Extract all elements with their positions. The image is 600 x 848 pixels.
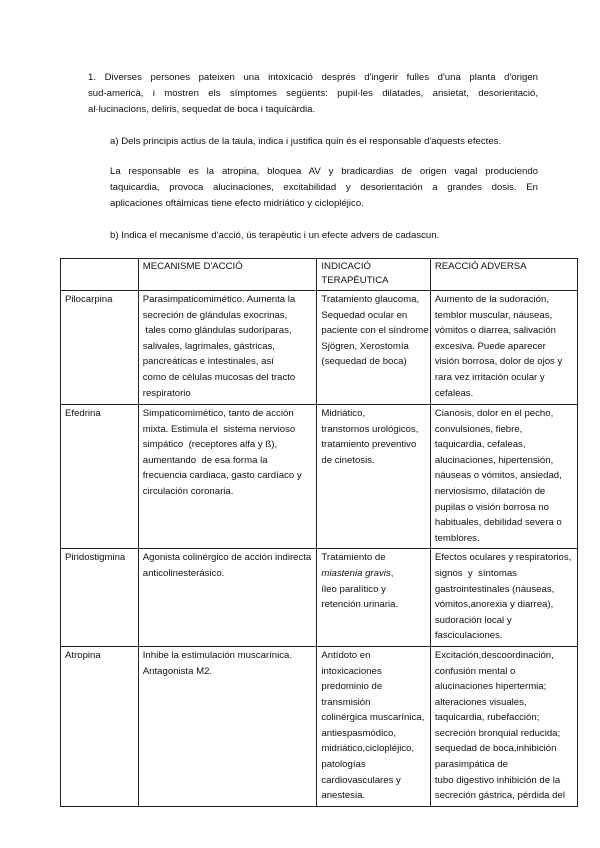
indication-cell	[317, 405, 430, 549]
mechanism-cell	[138, 291, 317, 405]
header-mechanism: MECANISME D'ACCIÓ	[138, 259, 317, 291]
italic-term: miastenia gravis	[321, 567, 391, 579]
cell-line: temblor muscular, náuseas,	[434, 309, 553, 321]
cell-line: Tratamiento de	[321, 552, 386, 564]
cell-line: nerviosismo, dilatación de	[434, 485, 546, 497]
cell-line: tratamiento preventivo	[321, 439, 417, 451]
adverse-cell	[430, 405, 577, 549]
indication-cell	[317, 291, 430, 405]
indication-cell	[317, 646, 430, 806]
cell-line: Midriático,	[321, 408, 366, 419]
cell-line: sequedad de boca,inhibición	[434, 743, 557, 755]
question-1-line-1: 1. Diverses persones pateixen una intoxicació després d'ingerir fulles d'una planta d'origen	[88, 72, 538, 83]
cell-line: vómitos,anorexia y diarrea),	[434, 599, 554, 611]
cell-line: convulsiones, fiebre,	[434, 423, 523, 435]
cell-line: anestesia.	[321, 790, 366, 802]
cell-line: alucinaciones, hipertensión,	[434, 454, 554, 466]
cell-line: de cinetosis.	[321, 454, 375, 466]
cell-line: transtornos urológicos,	[321, 423, 419, 435]
cell-line: intoxicaciones	[321, 665, 382, 677]
cell-line: patologías	[321, 759, 366, 771]
cell-line: fasciculaciones.	[434, 630, 503, 642]
answer-line-1: La responsable es la atropina, bloquea AV y bradicardias de origen vagal produciendo	[110, 166, 538, 177]
mechanism-cell	[138, 549, 317, 647]
cell-line: paciente con el síndrome	[321, 325, 429, 337]
cell-line: tubo digestivo inhibición de la	[434, 774, 561, 786]
cell-line: vómitos o diarrea, salivación	[434, 325, 556, 337]
answer-line-3: aplicaciones oftálmicas tiene efecto midriático y ciclopléjico.	[110, 198, 364, 209]
cell-line: Sjögren, Xerostomía	[321, 340, 409, 352]
cell-line: secreción bronquial reducida;	[434, 727, 561, 739]
cell-line: frecuencia cardiaca, gasto cardíaco y	[142, 470, 302, 482]
cell-line: Sequedad ocular en	[321, 309, 408, 321]
cell-line: colinérgica muscarínica,	[321, 712, 425, 724]
cell-line: habituales, debilidad severa o	[434, 517, 562, 529]
cell-line: Inhibe la estimulación muscarínica.	[142, 649, 293, 661]
cell-line: alteraciones visuales,	[434, 696, 527, 708]
cell-line: secreción de glándulas exocrinas,	[142, 309, 288, 321]
drug-table	[60, 258, 578, 807]
cell-line: alucinaciones hipertermia;	[434, 681, 547, 693]
cell-line: íleo paralítico y	[321, 583, 386, 595]
cell-line: signos y síntomas	[434, 567, 517, 579]
cell-line: antiespasmódico,	[321, 727, 397, 739]
cell-line: mixta. Estimula el sistema nervioso	[142, 423, 296, 435]
table-header-row	[61, 259, 578, 291]
cell-line: Cianosis, dolor en el pecho,	[434, 408, 554, 419]
adverse-cell	[430, 291, 577, 405]
cell-line: tales como glándulas sudoríparas,	[142, 325, 292, 337]
table-row	[61, 291, 578, 405]
cell-line: pancreáticas e intestinales, así	[142, 356, 274, 368]
cell-line: náuseas o vómitos, ansiedad,	[434, 470, 562, 482]
cell-line: Excitación,descoordinación,	[434, 649, 554, 661]
cell-line: gastrointestinales (náuseas,	[434, 583, 555, 595]
cell-line: Simpaticomimético, tanto de acción	[142, 408, 294, 419]
cell-line: miastenia gravis,	[321, 567, 394, 579]
cell-line: visión borrosa, dolor de ojos y	[434, 356, 563, 368]
table-row	[61, 549, 578, 647]
cell-line: Antídoto en	[321, 649, 371, 661]
header-drug	[61, 259, 139, 291]
cell-line: sudoración local y	[434, 614, 512, 626]
cell-line: circulación coronaria.	[142, 485, 234, 497]
cell-line: pupilas o visión borrosa no	[434, 501, 549, 513]
header-indication: INDICACIÓ TERAPÈUTICA	[317, 259, 430, 291]
cell-line: Agonista colinérgico de acción indirecta	[142, 552, 312, 564]
cell-line: temblores.	[434, 532, 480, 544]
cell-line: predominio de	[321, 681, 383, 693]
adverse-cell	[430, 646, 577, 806]
cell-line: excesiva. Puede aparecer	[434, 340, 546, 352]
table-row	[61, 405, 578, 549]
cell-line: como de células mucosas del tracto	[142, 371, 296, 383]
cell-line: confusión mental o	[434, 665, 516, 677]
cell-line: anticolinesterásico.	[142, 567, 225, 579]
question-1-line-3: al·lucinacions, deliris, sequedat de boca i taquicàrdia.	[88, 104, 316, 115]
cell-line: parasimpática de	[434, 759, 508, 771]
cell-line: salivales, lagrimales, gástricas,	[142, 340, 275, 352]
question-1	[88, 70, 538, 118]
cell-line: Parasimpaticomimético. Aumenta la	[142, 294, 296, 305]
cell-line: taquicardia, rubefacción;	[434, 712, 540, 724]
mechanism-cell	[138, 405, 317, 549]
question-a: a) Dels principis actius de la taula, indica i justifica quin és el responsable d'aquests efectes.	[110, 136, 502, 147]
cell-line: cardiovasculares y	[321, 774, 401, 786]
question-1-line-2: sud-americà, i mostren els símptomes següents: pupil·les dilatades, ansietat, desorientació,	[88, 88, 538, 99]
cell-line: retención urinaria.	[321, 599, 399, 611]
cell-line: Antagonista M2.	[142, 665, 213, 677]
cell-line: transmisión	[321, 696, 371, 708]
mechanism-cell	[138, 646, 317, 806]
cell-line: Aumento de la sudoración,	[434, 294, 549, 305]
table-row	[61, 646, 578, 806]
adverse-cell	[430, 549, 577, 647]
cell-line: simpático (receptores alfa y ß),	[142, 439, 278, 451]
cell-line: Efectos oculares y respiratorios,	[434, 552, 572, 564]
answer-line-2: taquicardia, provoca alucinaciones, excitabilidad y desorientación a grandes dosis. En	[110, 182, 538, 193]
drug-name: Efedrina	[61, 405, 139, 549]
cell-line: taquicardia, cefaleas,	[434, 439, 526, 451]
answer-a	[110, 164, 538, 212]
drug-name: Pilocarpina	[61, 291, 139, 405]
cell-line: (sequedad de boca)	[321, 356, 407, 368]
question-b: b) Indica el mecanisme d'acció, ús terapèutic i un efecte advers de cadascun.	[110, 230, 440, 241]
drug-name: Atropina	[61, 646, 139, 806]
cell-line: secreción gástrica, pérdida del	[434, 790, 565, 802]
cell-line: midriático,ciclopléjico,	[321, 743, 415, 755]
cell-line: respiratorio	[142, 387, 191, 399]
cell-line: cefaleas.	[434, 387, 474, 399]
cell-line: rara vez irritación ocular y	[434, 371, 545, 383]
header-adverse: REACCIÓ ADVERSA	[430, 259, 577, 291]
cell-line: aumentando de esa forma la	[142, 454, 268, 466]
cell-line: Tratamiento glaucoma,	[321, 294, 420, 305]
drug-name: Piridostigmina	[61, 549, 139, 647]
indication-cell	[317, 549, 430, 647]
